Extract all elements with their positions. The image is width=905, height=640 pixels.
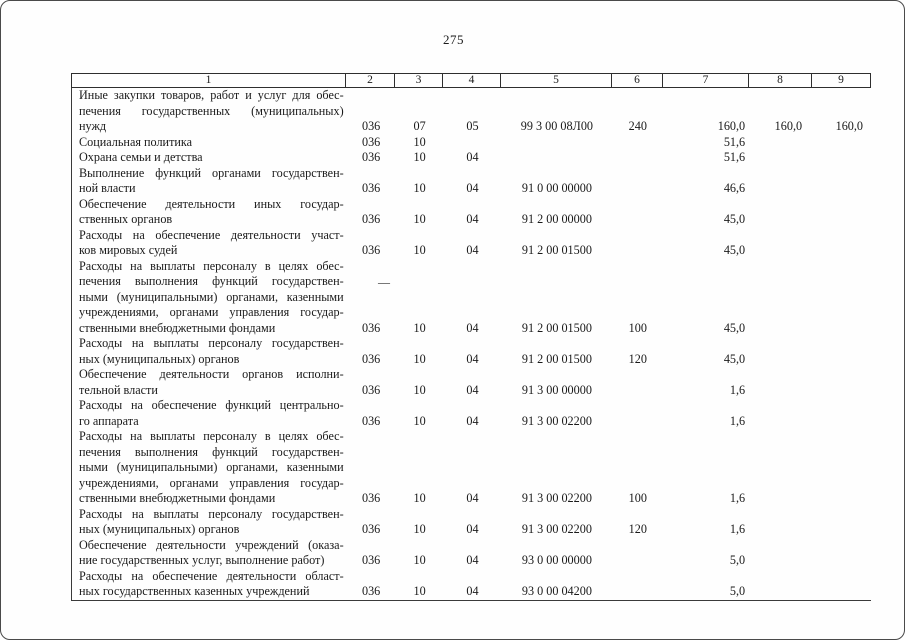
table-row: [72, 569, 871, 600]
cell-col-3: 10: [413, 413, 426, 428]
cell-col-9: [812, 584, 871, 600]
cell-description: [72, 367, 347, 398]
description-line: ственными внебюджетными фондами: [79, 320, 276, 335]
cell-col-8: [749, 321, 812, 337]
cell-col-6: [612, 150, 663, 166]
table-row: [72, 336, 871, 367]
cell-col-3: 10: [413, 134, 426, 149]
cell-col-5: 99 3 00 08Л00: [520, 119, 594, 133]
table-row: [72, 398, 871, 429]
cell-col-2: 036: [361, 382, 381, 397]
cell-col-6: 120: [628, 522, 647, 536]
cell-description: [72, 88, 347, 135]
cell-col-6: [612, 414, 663, 430]
cell-col-2: 036: [361, 320, 381, 335]
description-line: Расходы на выплаты персоналу государствен-: [79, 336, 344, 350]
description-line: Обеспечение деятельности иных государ-: [79, 196, 344, 211]
description-line: Расходы на обеспечение деятельности участ-: [79, 227, 344, 242]
cell-col-8: [749, 352, 812, 368]
description-line: ных государственных казенных учреждений: [79, 584, 310, 598]
cell-col-2: 036: [361, 491, 381, 505]
scan-artifact-dash: —: [378, 274, 390, 289]
table-row: [72, 507, 871, 538]
cell-col-6: [612, 135, 663, 151]
cell-description: [72, 336, 347, 367]
table-row: [72, 150, 871, 166]
cell-col-2: 036: [361, 212, 381, 226]
description-line: ными (муниципальными) органами, казенными: [79, 289, 344, 304]
description-line: нужд: [79, 119, 107, 133]
description-line: Иные закупки товаров, работ и услуг для обес-: [79, 88, 344, 102]
cell-col-3: 10: [413, 382, 426, 397]
header-col-3: 3: [395, 73, 443, 88]
cell-col-4: 04: [466, 553, 479, 567]
cell-col-5: 91 3 00 02200: [521, 522, 592, 536]
cell-description: [72, 150, 347, 166]
cell-col-3: 10: [413, 243, 426, 257]
table-row: [72, 88, 871, 135]
cell-col-3: 10: [413, 491, 426, 505]
header-col-5: 5: [501, 73, 612, 88]
cell-col-8: 160,0: [774, 119, 803, 133]
table-row: [72, 538, 871, 569]
cell-col-8: [749, 243, 812, 259]
cell-col-2: 036: [361, 522, 381, 536]
cell-description: [72, 429, 347, 507]
cell-col-9: [812, 212, 871, 228]
description-line: Расходы на выплаты персоналу государствен-: [79, 506, 344, 521]
description-line: Расходы на выплаты персоналу в целях обес-: [79, 429, 344, 443]
table-row: [72, 228, 871, 259]
cell-col-7: 51,6: [723, 150, 746, 164]
description-line: ных (муниципальных) органов: [79, 522, 240, 536]
description-line: ние государственных услуг, выполнение работ): [79, 553, 325, 567]
cell-col-8: [749, 553, 812, 569]
cell-description: [72, 259, 347, 337]
cell-col-7: 46,6: [723, 181, 746, 195]
description-line: тельной власти: [79, 382, 158, 397]
header-col-8: 8: [749, 73, 812, 88]
cell-col-7: 1,6: [729, 413, 746, 428]
cell-col-8: [749, 135, 812, 151]
description-line: ственных органов: [79, 212, 173, 226]
cell-col-6: 100: [628, 320, 647, 335]
cell-col-4: 04: [466, 584, 479, 598]
cell-col-9: [812, 383, 871, 399]
cell-col-5: 91 2 00 00000: [521, 212, 592, 226]
cell-col-2: 036: [361, 243, 381, 257]
cell-col-4: 04: [466, 181, 479, 195]
cell-col-9: [812, 522, 871, 538]
cell-col-3: 10: [413, 150, 426, 164]
cell-col-7: 1,6: [729, 491, 746, 505]
description-line: ственными внебюджетными фондами: [79, 491, 276, 505]
cell-col-5: 91 3 00 02200: [521, 413, 592, 428]
description-line: Расходы на обеспечение функций центрально-: [79, 398, 344, 412]
cell-description: [72, 507, 347, 538]
cell-col-8: [749, 522, 812, 538]
cell-col-9: [812, 352, 871, 368]
description-line: Выполнение функций органами государствен-: [79, 165, 344, 180]
cell-col-2: 036: [361, 181, 381, 195]
cell-col-9: [812, 181, 871, 197]
cell-col-3: 10: [413, 522, 426, 536]
description-line: ков мировых судей: [79, 243, 178, 257]
cell-col-3: 10: [413, 320, 426, 335]
cell-col-8: [749, 383, 812, 399]
cell-col-6: 240: [628, 119, 647, 133]
cell-col-4: 04: [466, 491, 479, 505]
page-number: 275: [443, 32, 464, 47]
header-col-7: 7: [663, 73, 749, 88]
cell-col-2: 036: [361, 134, 381, 149]
cell-col-6: [612, 553, 663, 569]
cell-col-6: [612, 181, 663, 197]
cell-col-7: 160,0: [717, 119, 746, 133]
cell-col-6: [612, 243, 663, 259]
table-row: [72, 259, 871, 337]
description-line: Обеспечение деятельности органов исполни-: [79, 367, 344, 381]
cell-col-7: 1,6: [729, 382, 746, 397]
cell-col-2: 036: [361, 351, 381, 366]
cell-col-8: [749, 212, 812, 228]
cell-description: [72, 569, 347, 600]
cell-col-2: 036: [361, 584, 381, 598]
table-row: [72, 166, 871, 197]
cell-col-9: 160,0: [835, 119, 864, 133]
cell-description: [72, 228, 347, 259]
cell-col-4: 04: [466, 150, 479, 164]
cell-col-2: 036: [361, 119, 381, 133]
header-col-4: 4: [443, 73, 501, 88]
cell-col-4: 04: [466, 320, 479, 335]
cell-col-5: 91 2 00 01500: [521, 351, 592, 366]
cell-col-8: [749, 584, 812, 600]
cell-col-7: 45,0: [723, 243, 746, 257]
cell-description: [72, 398, 347, 429]
description-line: учреждениями, органами управления государ-: [79, 475, 344, 490]
header-col-1: 1: [71, 73, 346, 88]
cell-col-4: 04: [466, 522, 479, 536]
description-line: печения выполнения функций государствен-: [79, 444, 344, 459]
description-line: Расходы на обеспечение деятельности област-: [79, 568, 344, 583]
cell-col-9: [812, 414, 871, 430]
cell-col-5: 93 0 00 04200: [521, 584, 592, 598]
cell-description: [72, 135, 347, 151]
cell-col-7: 5,0: [729, 553, 746, 567]
cell-col-9: [812, 243, 871, 259]
description-line: Расходы на выплаты персоналу в целях обес-: [79, 258, 344, 273]
cell-col-3: 10: [413, 584, 426, 598]
cell-col-8: [749, 414, 812, 430]
description-line: ными (муниципальными) органами, казенными: [79, 460, 344, 474]
cell-col-7: 5,0: [729, 584, 746, 598]
cell-col-7: 1,6: [729, 522, 746, 536]
cell-col-2: 036: [361, 150, 381, 164]
cell-col-5: 93 0 00 00000: [521, 553, 592, 567]
cell-description: [72, 197, 347, 228]
table-row: [72, 429, 871, 507]
description-line: учреждениями, органами управления государ-: [79, 305, 344, 319]
cell-col-6: 120: [628, 351, 647, 366]
cell-col-5: 91 2 00 01500: [521, 320, 592, 335]
cell-col-9: [812, 135, 871, 151]
description-line: ных (муниципальных) органов: [79, 351, 240, 366]
cell-col-6: [612, 383, 663, 399]
description-line: печения выполнения функций государствен-: [79, 274, 344, 288]
cell-col-5: [501, 135, 612, 151]
cell-col-4: 04: [466, 351, 479, 366]
cell-col-4: [444, 135, 502, 151]
description-line: Обеспечение деятельности учреждений (оказа-: [79, 537, 344, 552]
cell-col-7: 45,0: [723, 212, 746, 226]
cell-col-6: 100: [628, 491, 647, 505]
table-row: [72, 367, 871, 398]
cell-col-5: 91 0 00 00000: [521, 181, 592, 195]
cell-col-4: 05: [466, 119, 479, 133]
description-line: го аппарата: [79, 413, 139, 428]
cell-col-8: [749, 491, 812, 507]
cell-col-5: 91 2 00 01500: [521, 243, 592, 257]
description-line: Охрана семьи и детства: [79, 150, 203, 164]
cell-col-4: 04: [466, 212, 479, 226]
cell-col-9: [812, 321, 871, 337]
cell-col-5: 91 3 00 02200: [521, 491, 592, 505]
description-line: ной власти: [79, 181, 136, 195]
cell-col-4: 04: [466, 413, 479, 428]
description-line: Социальная политика: [79, 134, 193, 149]
cell-col-6: [612, 212, 663, 228]
cell-col-8: [749, 150, 812, 166]
cell-col-4: 04: [466, 243, 479, 257]
table-row: [72, 135, 871, 151]
cell-col-3: 10: [413, 351, 426, 366]
header-col-9: 9: [812, 73, 871, 88]
cell-col-4: 04: [466, 382, 479, 397]
cell-col-3: 10: [413, 212, 426, 226]
cell-col-7: 45,0: [723, 320, 746, 335]
cell-col-3: 07: [413, 119, 426, 133]
table-header: [71, 73, 871, 88]
cell-description: [72, 538, 347, 569]
cell-col-9: [812, 553, 871, 569]
table-body: [71, 88, 871, 601]
cell-col-6: [612, 584, 663, 600]
cell-col-2: 036: [361, 413, 381, 428]
header-col-2: 2: [346, 73, 395, 88]
cell-col-7: 45,0: [723, 351, 746, 366]
cell-col-8: [749, 181, 812, 197]
header-col-6: 6: [612, 73, 663, 88]
cell-col-3: 10: [413, 181, 426, 195]
description-line: печения государственных (муниципальных): [79, 103, 344, 118]
table-row: [72, 197, 871, 228]
budget-table: [71, 73, 871, 601]
cell-col-9: [812, 491, 871, 507]
cell-col-9: [812, 150, 871, 166]
cell-col-2: 036: [361, 553, 381, 567]
cell-description: [72, 166, 347, 197]
cell-col-7: 51,6: [723, 134, 746, 149]
cell-col-5: 91 3 00 00000: [521, 382, 592, 397]
cell-col-3: 10: [413, 553, 426, 567]
cell-col-5: [501, 150, 612, 166]
